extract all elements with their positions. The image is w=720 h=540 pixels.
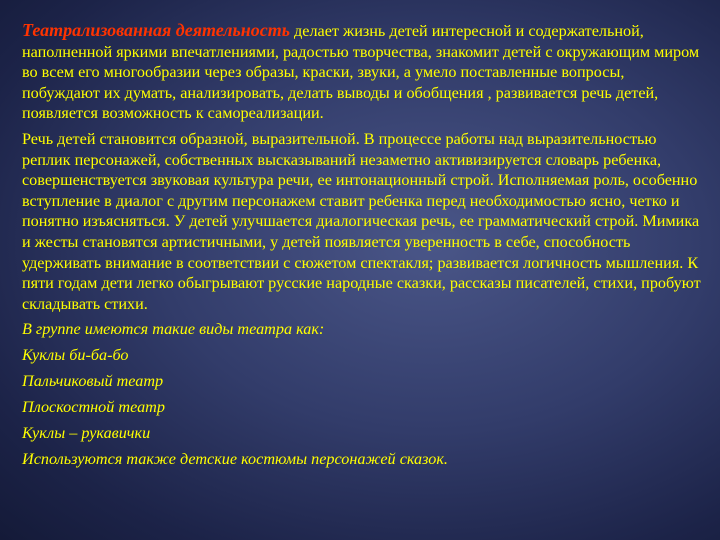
slide-body [22, 20, 702, 475]
closing-line: Используются также детские костюмы персонажей сказок. [22, 450, 448, 469]
paragraph-speech: Речь детей становится образной, выразительной. В процессе работы над выразительностью реплик персонажей, собственных высказываний незаметно активизируется словарь ребенка, совершенствуется звуковая культура речи, ее интонационный строй. Исполняемая роль, особенно вступление в диалог с другим персонажем ставит ребенка перед необходимостью ясно, четко и понятно изъясняться. У детей улучшается диалогическая речь, ее грамматический строй. Мимика и жесты становятся артистичными, у детей появляется уверенность в себе, способность удерживать внимание в соответствии с сюжетом спектакля; развивается логичность мышления. К пяти годам дети легко обыгрывают русские народные сказки, рассказы писателей, стихи, пробуют складывать стихи. [22, 129, 701, 313]
theatre-type-item: Куклы – рукавички [22, 424, 151, 443]
theatre-type-item: Плоскостной театр [22, 398, 165, 417]
paragraph-intro-text: делает жизнь детей интересной и содержательной, наполненной яркими впечатлениями, радостью творчества, знакомит детей с окружающим миром во всем его многообразии через образы, краски, звуки, а умело поставленные вопросы, побуждают их думать, анализировать, делать выводы и обобщения , развивается речь детей, появляется возможность к самореализации. [22, 22, 700, 123]
theatre-type-item: Пальчиковый театр [22, 372, 164, 390]
paragraph-intro [22, 20, 702, 124]
lead-phrase: Театрализованная деятельность [22, 20, 290, 40]
theatre-intro: В группе имеются такие виды театра как: [22, 320, 325, 339]
theatre-type-item: Куклы би-ба-бо [22, 345, 129, 364]
